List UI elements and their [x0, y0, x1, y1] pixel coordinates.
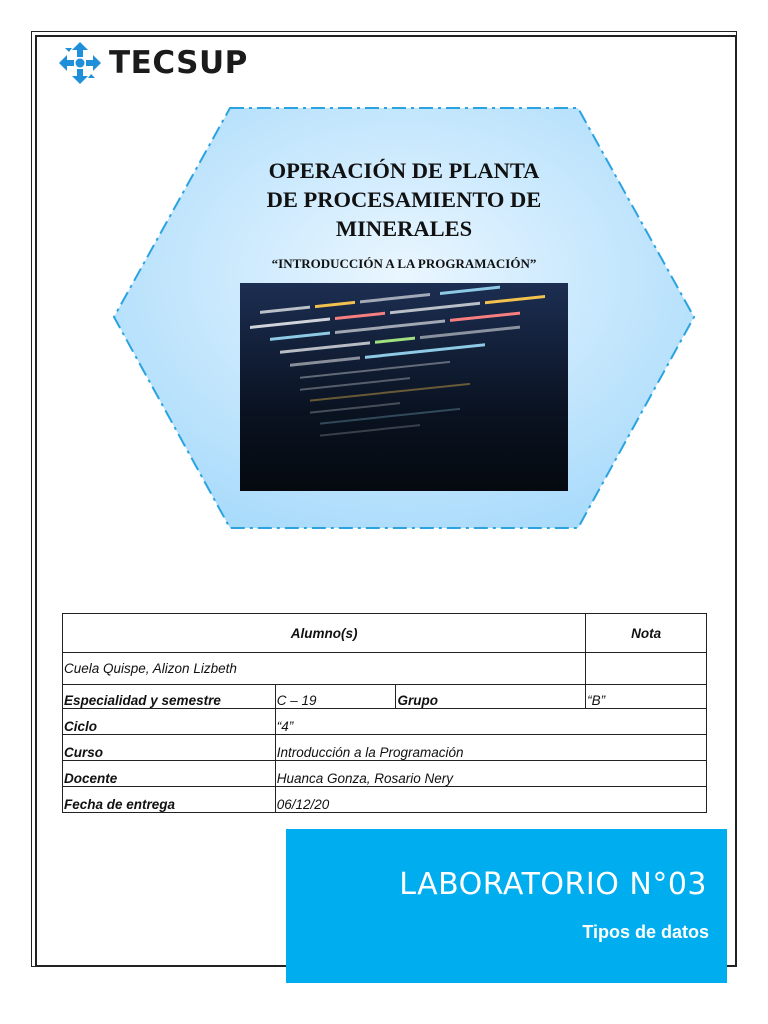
lab-subtitle: Tipos de datos: [582, 922, 709, 942]
table-row: [63, 761, 707, 787]
tecsup-logo: [57, 40, 248, 86]
label-course: Curso: [63, 735, 276, 761]
title-line-2: DE PROCESAMIENTO DE: [266, 187, 542, 212]
lab-title: LABORATORIO N°03: [399, 867, 707, 902]
student-name: Cuela Quispe, Alizon Lizbeth: [63, 653, 586, 685]
table-row: [63, 735, 707, 761]
table-row: [63, 787, 707, 813]
tecsup-logo-icon: [57, 40, 103, 86]
header-students: Alumno(s): [63, 614, 586, 653]
value-specialty: C – 19: [275, 685, 396, 709]
header-grade: Nota: [586, 614, 707, 653]
label-group: Grupo: [396, 685, 586, 709]
value-cycle: “4”: [275, 709, 706, 735]
label-specialty: Especialidad y semestre: [63, 685, 276, 709]
table-row: [63, 653, 707, 685]
table-header-row: [63, 614, 707, 653]
table-row: [63, 685, 707, 709]
student-info-table: [62, 613, 707, 813]
table-row: [63, 709, 707, 735]
label-delivery-date: Fecha de entrega: [63, 787, 276, 813]
code-screen-image: [240, 283, 568, 491]
label-teacher: Docente: [63, 761, 276, 787]
value-course: Introducción a la Programación: [275, 735, 706, 761]
document-subtitle: “INTRODUCCIÓN A LA PROGRAMACIÓN”: [271, 256, 537, 271]
value-group: “B”: [586, 685, 707, 709]
label-cycle: Ciclo: [63, 709, 276, 735]
title-line-3: MINERALES: [335, 216, 473, 241]
title-line-1: OPERACIÓN DE PLANTA: [268, 158, 540, 183]
logo-text: TECSUP: [109, 45, 248, 81]
grade-value: [586, 653, 707, 685]
value-delivery-date: 06/12/20: [275, 787, 706, 813]
value-teacher: Huanca Gonza, Rosario Nery: [275, 761, 706, 787]
lab-title-box: [286, 829, 727, 983]
document-title: [200, 156, 608, 243]
code-lines-graphic: [240, 283, 568, 491]
